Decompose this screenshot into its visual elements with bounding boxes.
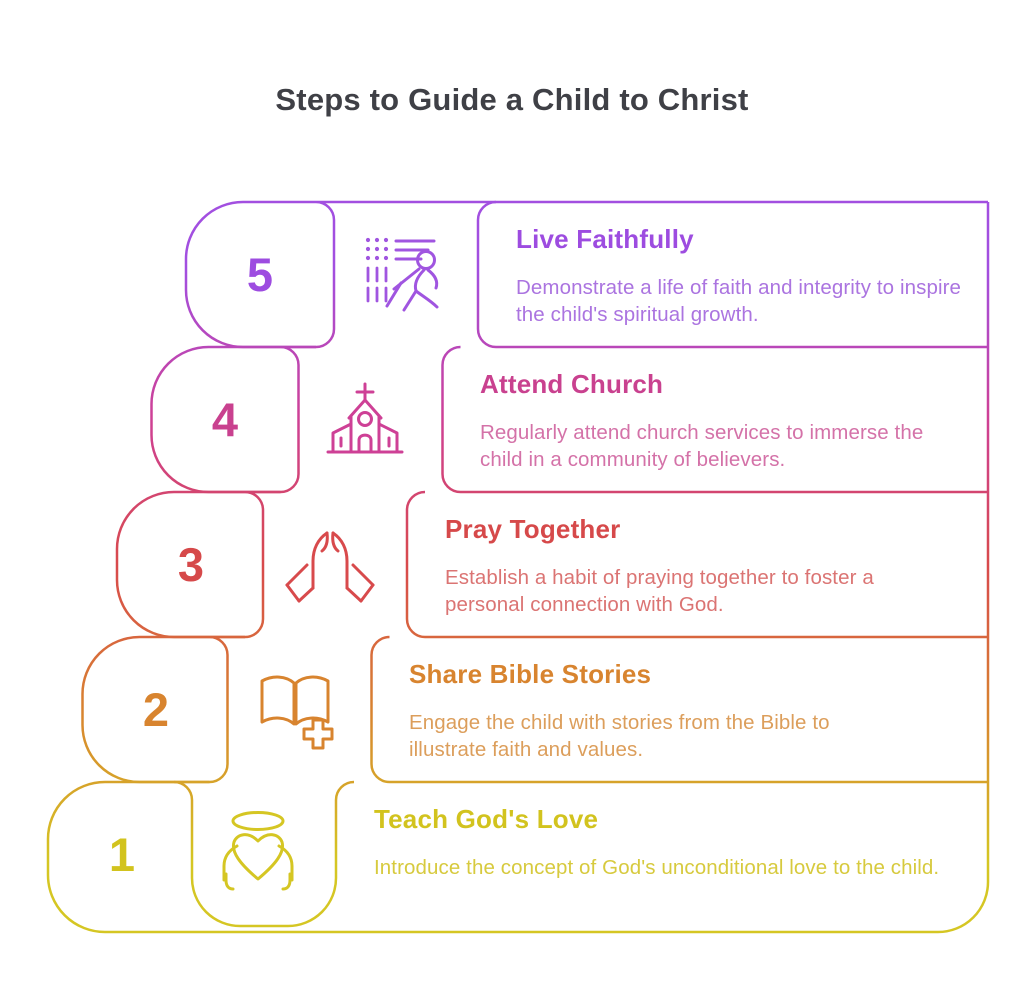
praying-hands-icon	[287, 533, 373, 601]
step-3-number: 3	[177, 538, 205, 591]
heart-halo-hands-icon	[224, 813, 292, 890]
step-4-description: Regularly attend church services to immerse the child in a community of believers.	[480, 421, 924, 471]
step-3-title: Pray Together	[445, 514, 621, 544]
church-icon	[328, 384, 402, 452]
step-1-description: Introduce the concept of God's unconditional love to the child.	[374, 856, 940, 879]
walking-person-icon	[366, 238, 437, 310]
page-title: Steps to Guide a Child to Christ	[275, 82, 749, 117]
step-5-number: 5	[246, 248, 274, 301]
step-1-number: 1	[108, 828, 136, 881]
step-5-description: Demonstrate a life of faith and integrity to inspire the child's spiritual growth.	[516, 276, 962, 326]
step-4-title: Attend Church	[480, 369, 664, 399]
step-2-description: Engage the child with stories from the Bible to illustrate faith and values.	[409, 711, 830, 761]
step-2-number: 2	[142, 683, 170, 736]
step-4-number: 4	[211, 393, 239, 446]
step-1-title: Teach God's Love	[374, 804, 599, 834]
step-5-title: Live Faithfully	[516, 224, 694, 254]
step-2-title: Share Bible Stories	[409, 659, 652, 689]
bible-cross-icon	[262, 677, 332, 748]
step-3-description: Establish a habit of praying together to foster a personal connection with God.	[445, 566, 874, 616]
